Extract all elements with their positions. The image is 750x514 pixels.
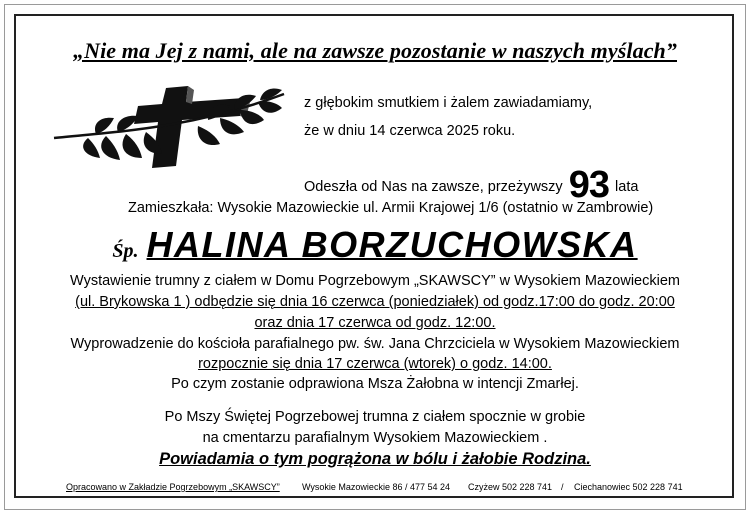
schedule-line-2: (ul. Brykowska 1 ) odbędzie się dnia 16 czerwca (poniedziałek) od godz.17:00 do godz. 20:00 <box>75 294 675 310</box>
intro-line-1: z głębokim smutkiem i żalem zawiadamiamy, <box>304 95 593 111</box>
footer-contact-wysokie: Wysokie Mazowieckie 86 / 477 54 24 <box>302 482 450 492</box>
schedule-line-6: Po czym zostanie odprawiona Msza Żałobna w intencji Zmarłej. <box>171 376 579 392</box>
burial-line-2: na cmentarzu parafialnym Wysokiem Mazowieckiem . <box>202 430 548 446</box>
footer-contact-ciechanowiec: Ciechanowiec 502 228 741 <box>574 482 683 492</box>
motto-heading: „Nie ma Jej z nami, ale na zawsze pozostanie w naszych myślach” <box>72 38 677 63</box>
footer-prepared-by: Opracowano w Zakładzie Pogrzebowym „SKAWSCY” <box>66 482 280 492</box>
footer-separator: / <box>561 482 564 492</box>
death-text-after: lata <box>615 179 639 195</box>
burial-line-1: Po Mszy Świętej Pogrzebowej trumna z ciałem spocznie w grobie <box>164 409 586 425</box>
death-text-before: Odeszła od Nas na zawsze, przeżywszy <box>304 179 563 195</box>
closing-line: Powiadamia o tym pogrążona w bólu i żałobie Rodzina. <box>159 450 591 468</box>
deceased-name: HALINA BORZUCHOWSKA <box>146 224 638 265</box>
cross-with-palm-branch-icon <box>48 80 298 180</box>
schedule-line-1: Wystawienie trumny z ciałem w Domu Pogrzebowym „SKAWSCY” w Wysokiem Mazowieckiem <box>70 273 680 289</box>
schedule-line-5: rozpocznie się dnia 17 czerwca (wtorek) o godz. 14:00. <box>198 356 552 372</box>
footer-contact-czyzew: Czyżew 502 228 741 <box>468 482 553 492</box>
name-prefix: Śp. <box>112 240 139 262</box>
age-value: 93 <box>568 164 609 206</box>
schedule-line-3: oraz dnia 17 czerwca od godz. 12:00. <box>254 315 496 331</box>
intro-line-2: że w dniu 14 czerwca 2025 roku. <box>304 123 516 139</box>
residence-line: Zamieszkała: Wysokie Mazowieckie ul. Armii Krajowej 1/6 (ostatnio w Zambrowie) <box>128 200 654 216</box>
schedule-line-4: Wyprowadzenie do kościoła parafialnego pw. św. Jana Chrzciciela w Wysokiem Mazowieckiem <box>70 336 680 352</box>
deceased-name-row <box>0 224 750 266</box>
